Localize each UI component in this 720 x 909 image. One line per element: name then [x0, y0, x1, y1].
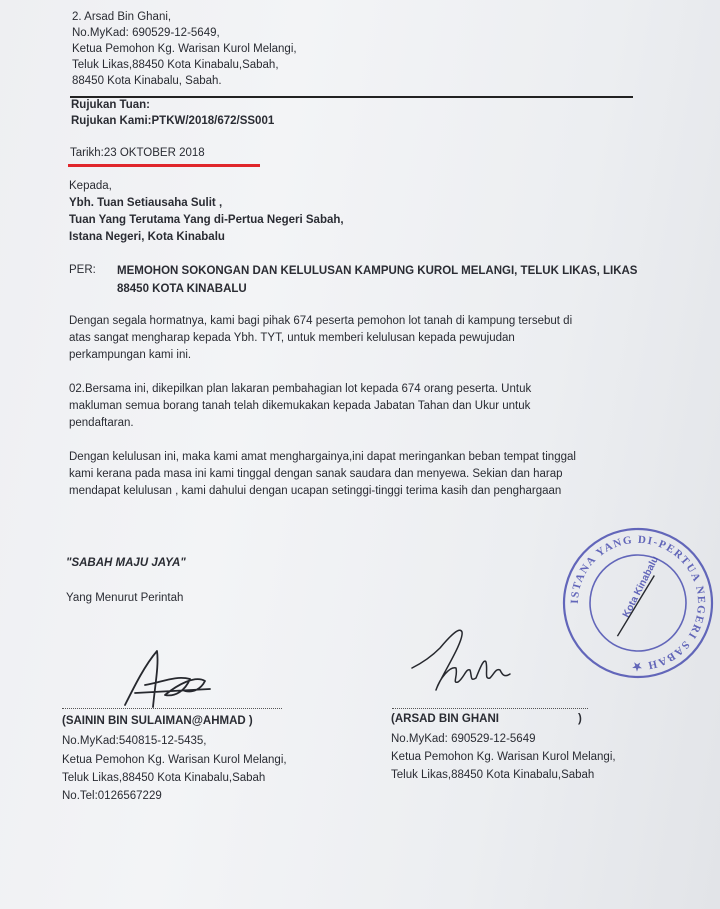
- paragraph-line: Dengan kelulusan ini, maka kami amat menghargainya,ini dapat meringankan beban tempat tinggal: [69, 451, 576, 463]
- body-paragraph-3: [69, 449, 576, 500]
- your-reference: Rujukan Tuan:: [71, 99, 151, 111]
- left-signature: [115, 645, 235, 715]
- subject-line: 88450 KOTA KINABALU: [117, 283, 247, 295]
- letter-date: Tarikh:23 OKTOBER 2018: [70, 147, 205, 159]
- right-signature: [400, 618, 540, 698]
- sender-line: No.MyKad: 690529-12-5649,: [72, 27, 220, 39]
- svg-text:ISTANA YANG DI-PERTUA NEGERI S: ISTANA YANG DI-PERTUA NEGERI SABAH ★: [568, 533, 708, 673]
- left-signatory-address: Teluk Likas,88450 Kota Kinabalu,Sabah: [62, 772, 266, 784]
- recipient-line: Istana Negeri, Kota Kinabalu: [69, 231, 225, 243]
- sender-line: Ketua Pemohon Kg. Warisan Kurol Melangi,: [72, 43, 297, 55]
- right-signatory-address: Teluk Likas,88450 Kota Kinabalu,Sabah: [391, 769, 595, 781]
- recipient-salutation: Kepada,: [69, 180, 112, 192]
- paragraph-line: mendapat kelulusan , kami dahului dengan ucapan setinggi-tinggi terima kasih dan penghargaan: [69, 485, 562, 497]
- right-signatory-title: Ketua Pemohon Kg. Warisan Kurol Melangi,: [391, 751, 616, 763]
- body-paragraph-2: [69, 381, 531, 432]
- left-signatory-phone: No.Tel:0126567229: [62, 790, 162, 802]
- paragraph-line: Dengan segala hormatnya, kami bagi pihak 674 peserta pemohon lot tanah di kampung tersebut di: [69, 315, 573, 327]
- paragraph-line: atas sangat mengharap kepada Ybh. TYT, untuk memberi kelulusan kepada pewujudan: [69, 332, 515, 344]
- svg-text:Kota Kinabalu: Kota Kinabalu: [620, 554, 662, 620]
- official-stamp-seal: [548, 513, 720, 694]
- closing-motto: "SABAH MAJU JAYA": [66, 557, 186, 569]
- date-red-underline: [68, 164, 260, 167]
- left-signatory-mykad: No.MyKad:540815-12-5435,: [62, 735, 207, 747]
- paragraph-line: perkampungan kami ini.: [69, 349, 192, 361]
- paragraph-line: 02.Bersama ini, dikepilkan plan lakaran pembahagian lot kepada 674 orang peserta. Untuk: [69, 383, 532, 395]
- paragraph-line: kami kerana pada masa ini kami tinggal dengan sanak saudara dan menyewa. Sekian dan harap: [69, 468, 563, 480]
- sender-line: 2. Arsad Bin Ghani,: [72, 11, 172, 23]
- sender-line: 88450 Kota Kinabalu, Sabah.: [72, 75, 222, 87]
- right-signature-line: [392, 708, 588, 709]
- recipient-line: Ybh. Tuan Setiausaha Sulit ,: [69, 197, 223, 209]
- recipient-line: Tuan Yang Terutama Yang di-Pertua Negeri Sabah,: [69, 214, 344, 226]
- paragraph-line: pendaftaran.: [69, 417, 134, 429]
- right-signatory-close-paren: ): [578, 713, 582, 725]
- right-signatory-name: (ARSAD BIN GHANI: [391, 713, 499, 725]
- right-signatory-mykad: No.MyKad: 690529-12-5649: [391, 733, 536, 745]
- closing-yours: Yang Menurut Perintah: [66, 592, 184, 604]
- subject-line: MEMOHON SOKONGAN DAN KELULUSAN KAMPUNG KUROL MELANGI, TELUK LIKAS, LIKAS: [117, 265, 638, 277]
- sender-block: [72, 12, 297, 92]
- body-paragraph-1: [69, 313, 572, 364]
- left-signatory-title: Ketua Pemohon Kg. Warisan Kurol Melangi,: [62, 754, 287, 766]
- paragraph-line: makluman semua borang tanah telah dikemukakan kepada Jabatan Tahan dan Ukur untuk: [69, 400, 531, 412]
- left-signatory-name: (SAININ BIN SULAIMAN@AHMAD ): [62, 715, 253, 727]
- our-reference: Rujukan Kami:PTKW/2018/672/SS001: [71, 115, 275, 127]
- left-signature-line: [62, 708, 282, 709]
- header-divider: [70, 96, 633, 98]
- subject-label: PER:: [69, 264, 96, 276]
- sender-line: Teluk Likas,88450 Kota Kinabalu,Sabah,: [72, 59, 279, 71]
- subject-text: [117, 262, 637, 298]
